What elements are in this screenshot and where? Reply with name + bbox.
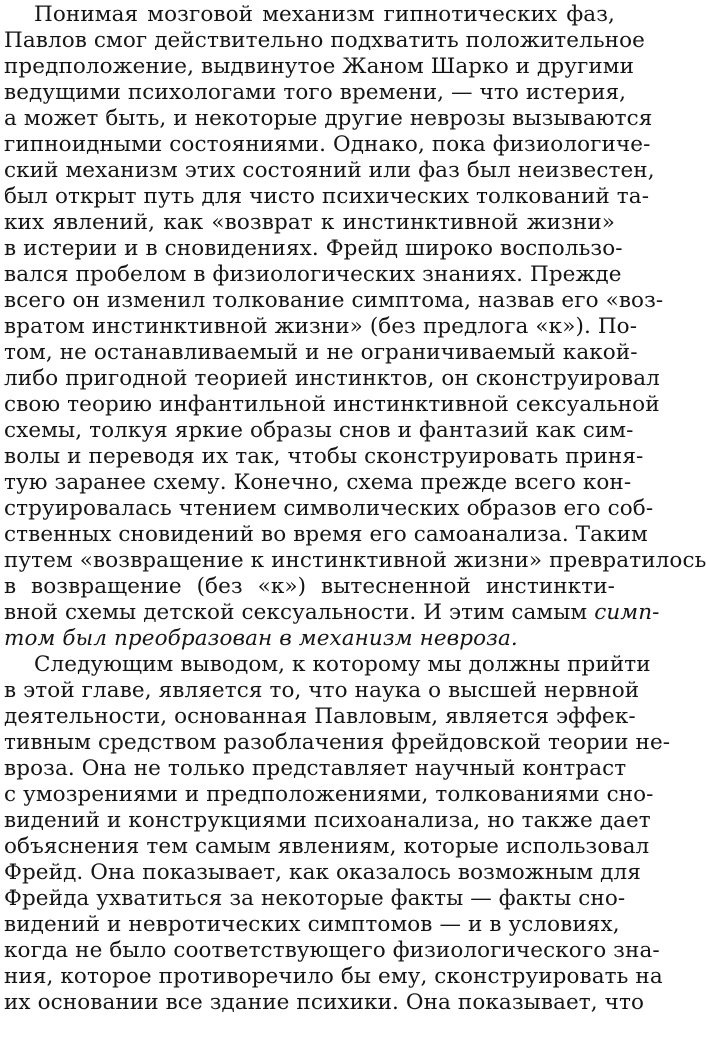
text-line: ственных сновидений во время его самоанализа. Таким (4, 522, 648, 547)
text-line: Фрейда ухватиться за некоторые факты — факты сно- (4, 886, 626, 911)
text-line: в истерии и в сновидениях. Фрейд широко воспользо- (4, 236, 623, 261)
text-line: всего он изменил толкование симптома, назвав его «воз- (4, 288, 664, 313)
text-line: Фрейд. Она показывает, как оказалось возможным для (4, 860, 641, 885)
text-line: Павлов смог действительно подхватить положительное (4, 28, 645, 53)
text-line: ведущими психологами того времени, — что истерия, (4, 80, 627, 105)
text-line: Следующим выводом, к которому мы должны прийти (34, 652, 651, 677)
text-line: путем «возвращение к инстинктивной жизни» превратилось (4, 548, 706, 573)
text-line: видений и конструкциями психоанализа, но также дает (4, 808, 651, 833)
text-line: ния, которое противоречило бы ему, сконструировать на (4, 964, 663, 989)
text-line (4, 600, 660, 626)
text-line: ких явлений, как «возврат к инстинктивной жизни» (4, 210, 615, 235)
text-line: гипноидными состояниями. Однако, пока физиологиче- (4, 132, 651, 157)
text-line: Понимая мозговой механизм гипнотических фаз, (34, 2, 615, 27)
text-line: в этой главе, является то, что наука о высшей нервной (4, 678, 640, 703)
text-line: а может быть, и некоторые другие неврозы вызываются (4, 106, 653, 131)
text-line: с умозрениями и предположениями, толкованиями сно- (4, 782, 654, 807)
text-line: их основании все здание психики. Она показывает, что (4, 990, 645, 1015)
text-line: вроза. Она не только представляет научный контраст (4, 756, 627, 781)
italic-text-line: том был преобразован в механизм невроза. (4, 626, 518, 651)
text-line: предположение, выдвинутое Жаном Шарко и другими (4, 54, 635, 79)
text-line: тую заранее схему. Конечно, схема прежде всего кон- (4, 470, 632, 495)
text-line: тивным средством разоблачения фрейдовской теории не- (4, 730, 671, 755)
text-line: в возвращение (без «к») вытесненной инстинкти- (4, 574, 615, 599)
book-page (4, 2, 706, 1051)
text-line: волы и переводя их так, чтобы сконструировать приня- (4, 444, 644, 469)
text-line: вратом инстинктивной жизни» (без предлога «к»). По- (4, 314, 638, 339)
text-line: либо пригодной теорией инстинктов, он сконструировал (4, 366, 660, 391)
text-line: деятельности, основанная Павловым, является эффек- (4, 704, 636, 729)
text-line: объяснения тем самым явлениям, которые использовал (4, 834, 650, 859)
text-line: струировалась чтением символических образов его соб- (4, 496, 654, 521)
text-line: ский механизм этих состояний или фаз был неизвестен, (4, 158, 655, 183)
text-line: когда не было соответствующего физиологического зна- (4, 938, 660, 963)
text-line: вался пробелом в физиологических знаниях. Прежде (4, 262, 622, 287)
text-line: схемы, толкуя яркие образы снов и фантазий как сим- (4, 418, 634, 443)
italic-text: симп- (594, 600, 660, 625)
text-line-start: вной схемы детской сексуальности. И этим самым (4, 600, 588, 625)
text-line: свою теорию инфантильной инстинктивной сексуальной (4, 392, 660, 417)
text-line: том, не останавливаемый и не ограничиваемый какой- (4, 340, 638, 365)
text-line: видений и невротических симптомов — и в условиях, (4, 912, 620, 937)
text-line: был открыт путь для чисто психических толкований та- (4, 184, 650, 209)
